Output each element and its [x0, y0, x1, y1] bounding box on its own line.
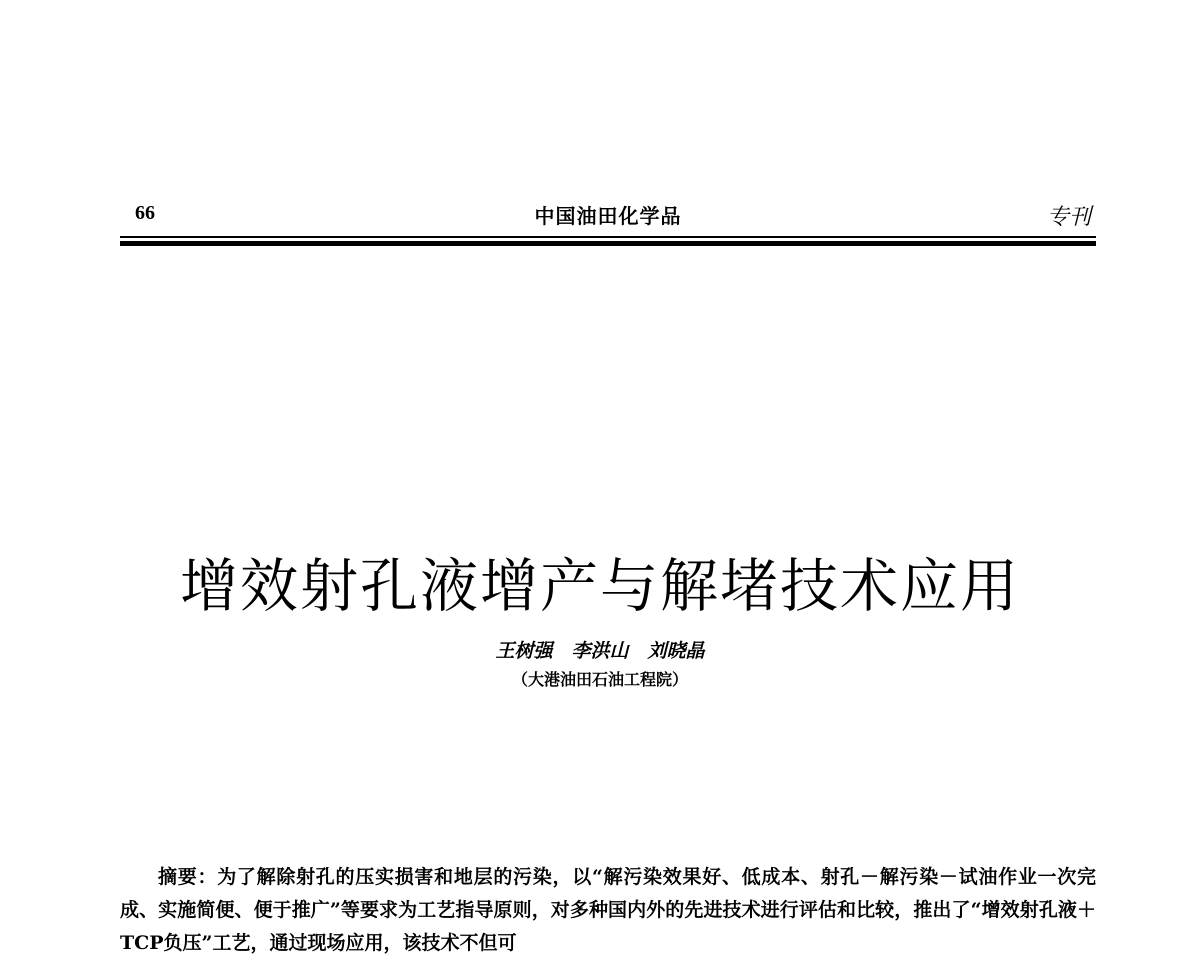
journal-name: 中国油田化学品	[534, 204, 682, 228]
page-number: 66	[135, 202, 155, 224]
article-authors: 王树强 李洪山 刘晓晶	[495, 640, 705, 662]
abstract-paragraph	[120, 861, 1096, 960]
abstract-label: 摘要：	[158, 866, 218, 888]
header-rule-thin	[120, 236, 1096, 238]
running-header	[120, 196, 1096, 236]
header-rule-thick	[120, 241, 1096, 246]
article-title: 增效射孔液增产与解堵技术应用	[179, 551, 1020, 620]
issue-label: 专刊	[1046, 205, 1091, 230]
abstract-text: 为了解除射孔的压实损害和地层的污染，以“解污染效果好、低成本、射孔－解污染－试油作业一次完成、实施简便、便于推广”等要求为工艺指导原则，对多种国内外的先进技术进行评估和比较，推出了“增效射孔液＋TCP负压”工艺，通过现场应用，该技术不但可	[120, 866, 1096, 954]
author-affiliation: （大港油田石油工程院）	[511, 670, 688, 689]
